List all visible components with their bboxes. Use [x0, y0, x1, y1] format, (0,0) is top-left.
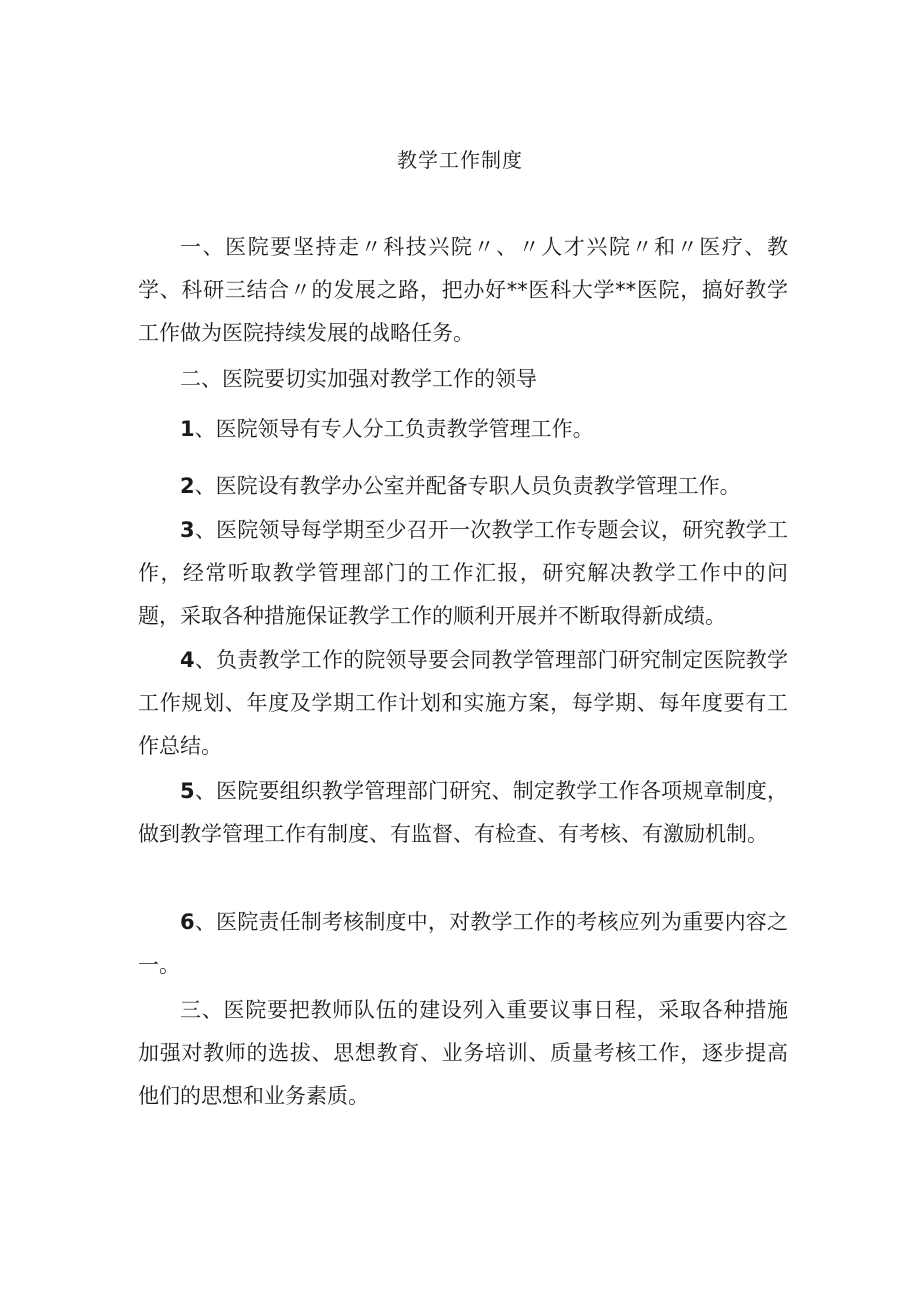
paragraph-7-number: 5	[180, 779, 195, 803]
paragraph-9-text: 三、医院要把教师队伍的建设列入重要议事日程，采取各种措施加强对教师的选拔、思想教育、业务培训、质量考核工作，逐步提高他们的思想和业务素质。	[138, 998, 788, 1108]
paragraph-7-text: 、医院要组织教学管理部门研究、制定教学工作各项规章制度，做到教学管理工作有制度、有监督、有检查、有考核、有激励机制。	[138, 779, 788, 846]
paragraph-8-text: 、医院责任制考核制度中，对教学工作的考核应列为重要内容之一。	[138, 910, 788, 977]
paragraph-9	[138, 989, 788, 1118]
paragraph-5-text: 、医院领导每学期至少召开一次教学工作专题会议，研究教学工作，经常听取教学管理部门的工作汇报，研究解决教学工作中的问题，采取各种措施保证教学工作的顺利开展并不断取得新成绩。	[138, 518, 788, 628]
paragraph-2	[138, 358, 788, 401]
page-title: 教学工作制度	[397, 148, 523, 172]
paragraph-6	[138, 639, 788, 768]
paragraph-2-text: 二、医院要切实加强对教学工作的领导	[180, 367, 537, 391]
paragraph-3-text: 、医院领导有专人分工负责教学管理工作。	[194, 417, 594, 441]
paragraph-1	[138, 226, 788, 355]
paragraph-1-text: 一、医院要坚持走〃科技兴院〃、〃人才兴院〃和〃医疗、教学、科研三结合〃的发展之路，把办好**医科大学**医院，搞好教学工作做为医院持续发展的战略任务。	[138, 235, 788, 345]
paragraph-3	[138, 408, 788, 451]
paragraph-4-number: 2	[180, 474, 195, 498]
paragraph-5-number: 3	[180, 518, 195, 542]
paragraph-6-text: 、负责教学工作的院领导要会同教学管理部门研究制定医院教学工作规划、年度及学期工作计划和实施方案，每学期、每年度要有工作总结。	[138, 648, 788, 758]
paragraph-7	[138, 770, 788, 856]
paragraph-3-number: 1	[180, 417, 195, 441]
paragraph-6-number: 4	[180, 648, 195, 672]
paragraph-5	[138, 509, 788, 638]
paragraph-4	[138, 465, 788, 508]
paragraph-8-number: 6	[180, 910, 195, 934]
paragraph-4-text: 、医院设有教学办公室并配备专职人员负责教学管理工作。	[194, 474, 741, 498]
paragraph-8	[138, 901, 788, 987]
